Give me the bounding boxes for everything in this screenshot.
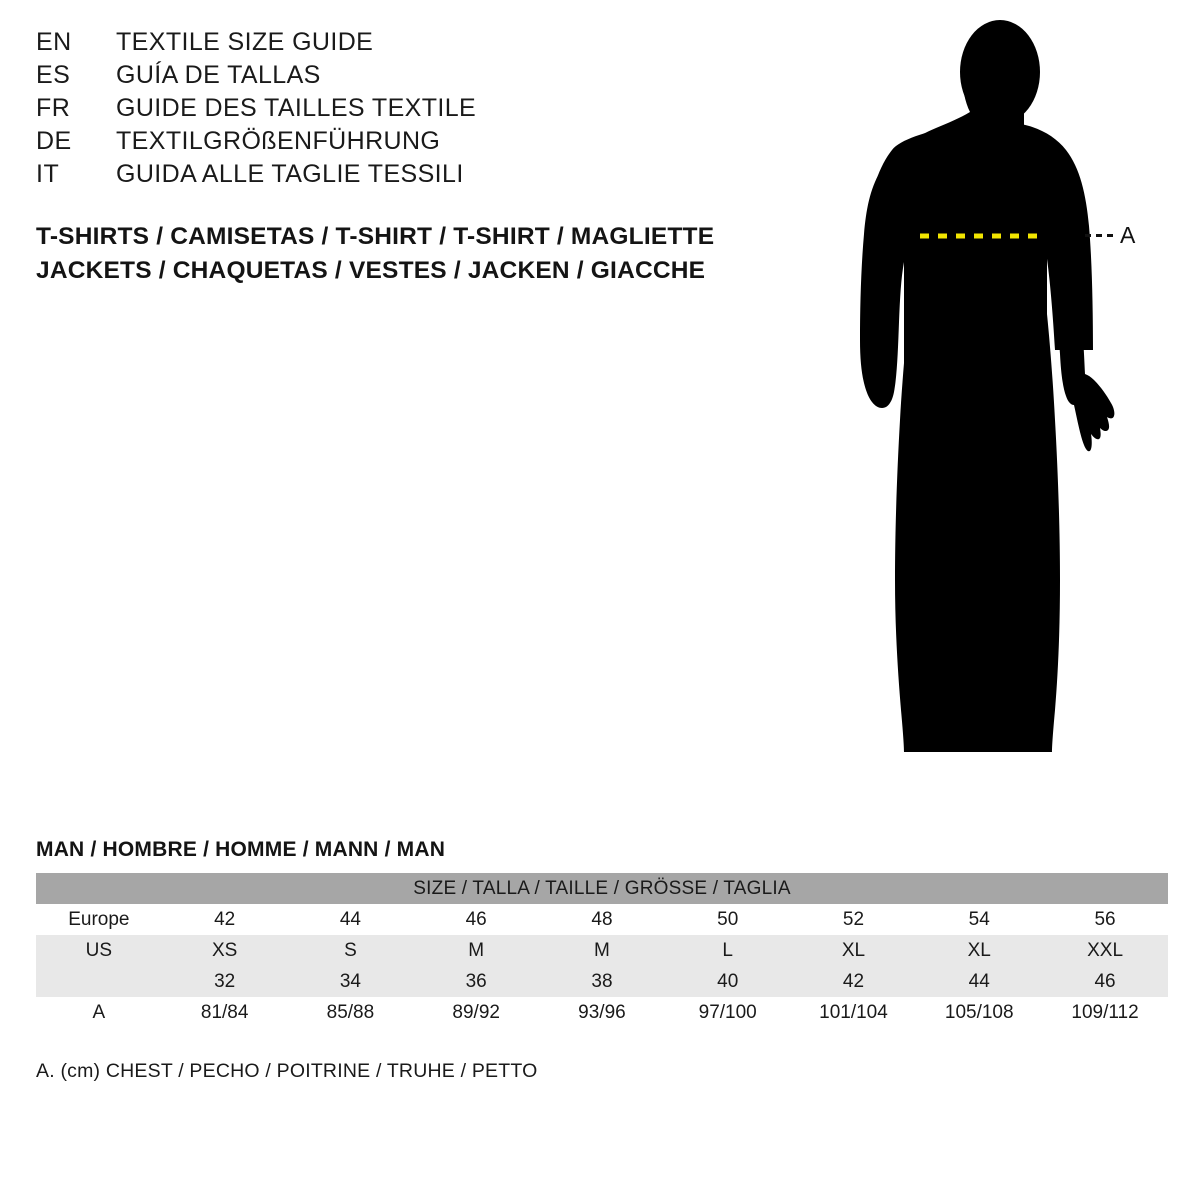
language-title: GUIDA ALLE TAGLIE TESSILI <box>116 160 464 188</box>
language-code: ES <box>36 61 71 89</box>
table-cell: M <box>539 935 665 966</box>
row-label: A <box>36 997 162 1028</box>
language-title: GUÍA DE TALLAS <box>116 61 321 89</box>
language-title: GUIDE DES TAILLES TEXTILE <box>116 94 477 122</box>
language-row <box>36 160 756 193</box>
table-cell: L <box>665 935 791 966</box>
row-label: US <box>36 935 162 966</box>
table-cell: 32 <box>162 966 288 997</box>
table-cell: 38 <box>539 966 665 997</box>
table-cell: 42 <box>791 966 917 997</box>
category-jackets: JACKETS / CHAQUETAS / VESTES / JACKEN / GIACCHE <box>36 257 706 284</box>
table-cell: 44 <box>288 904 414 935</box>
row-label <box>36 966 162 997</box>
language-code: DE <box>36 127 72 155</box>
table-cell: 54 <box>916 904 1042 935</box>
table-cell: 97/100 <box>665 997 791 1028</box>
table-header-row <box>36 873 1168 904</box>
table-cell: 81/84 <box>162 997 288 1028</box>
table-row <box>36 997 1168 1028</box>
table-cell: 89/92 <box>413 997 539 1028</box>
table-cell: XL <box>916 935 1042 966</box>
table-cell: 101/104 <box>791 997 917 1028</box>
table-cell: 46 <box>413 904 539 935</box>
table-cell: 46 <box>1042 966 1168 997</box>
table-cell: 105/108 <box>916 997 1042 1028</box>
table-cell: 52 <box>791 904 917 935</box>
row-label: Europe <box>36 904 162 935</box>
silhouette-torso <box>862 122 1093 752</box>
category-tshirts: T-SHIRTS / CAMISETAS / T-SHIRT / T-SHIRT / MAGLIETTE <box>36 223 715 250</box>
language-code: FR <box>36 94 71 122</box>
table-row <box>36 935 1168 966</box>
table-header-label: SIZE / TALLA / TAILLE / GRÖSSE / TAGLIA <box>36 873 1168 904</box>
table-cell: XL <box>791 935 917 966</box>
table-cell: 34 <box>288 966 414 997</box>
language-row <box>36 28 756 61</box>
chest-leader-line <box>1085 234 1113 237</box>
table-cell: 109/112 <box>1042 997 1168 1028</box>
language-row <box>36 94 756 127</box>
size-table <box>36 873 1168 1028</box>
table-row <box>36 966 1168 997</box>
language-code: IT <box>36 160 60 188</box>
table-cell: XXL <box>1042 935 1168 966</box>
table-cell: 50 <box>665 904 791 935</box>
size-table-section <box>36 838 1168 1083</box>
table-cell: 56 <box>1042 904 1168 935</box>
language-row <box>36 61 756 94</box>
measurement-footnote: A. (cm) CHEST / PECHO / POITRINE / TRUHE / PETTO <box>36 1060 538 1082</box>
language-header-block <box>36 28 756 193</box>
table-cell: 40 <box>665 966 791 997</box>
table-cell: 85/88 <box>288 997 414 1028</box>
table-cell: 44 <box>916 966 1042 997</box>
table-cell: 42 <box>162 904 288 935</box>
table-cell: S <box>288 935 414 966</box>
male-silhouette-figure <box>800 10 1200 800</box>
garment-category-block <box>36 220 796 288</box>
language-row <box>36 127 756 160</box>
table-cell: M <box>413 935 539 966</box>
table-cell: 36 <box>413 966 539 997</box>
table-cell: 93/96 <box>539 997 665 1028</box>
chest-measure-label: A <box>1120 222 1136 248</box>
table-row <box>36 904 1168 935</box>
language-title: TEXTILE SIZE GUIDE <box>116 28 374 56</box>
table-cell: XS <box>162 935 288 966</box>
language-code: EN <box>36 28 72 56</box>
table-cell: 48 <box>539 904 665 935</box>
language-title: TEXTILGRÖßENFÜHRUNG <box>116 127 441 155</box>
gender-title: MAN / HOMBRE / HOMME / MANN / MAN <box>36 838 446 861</box>
